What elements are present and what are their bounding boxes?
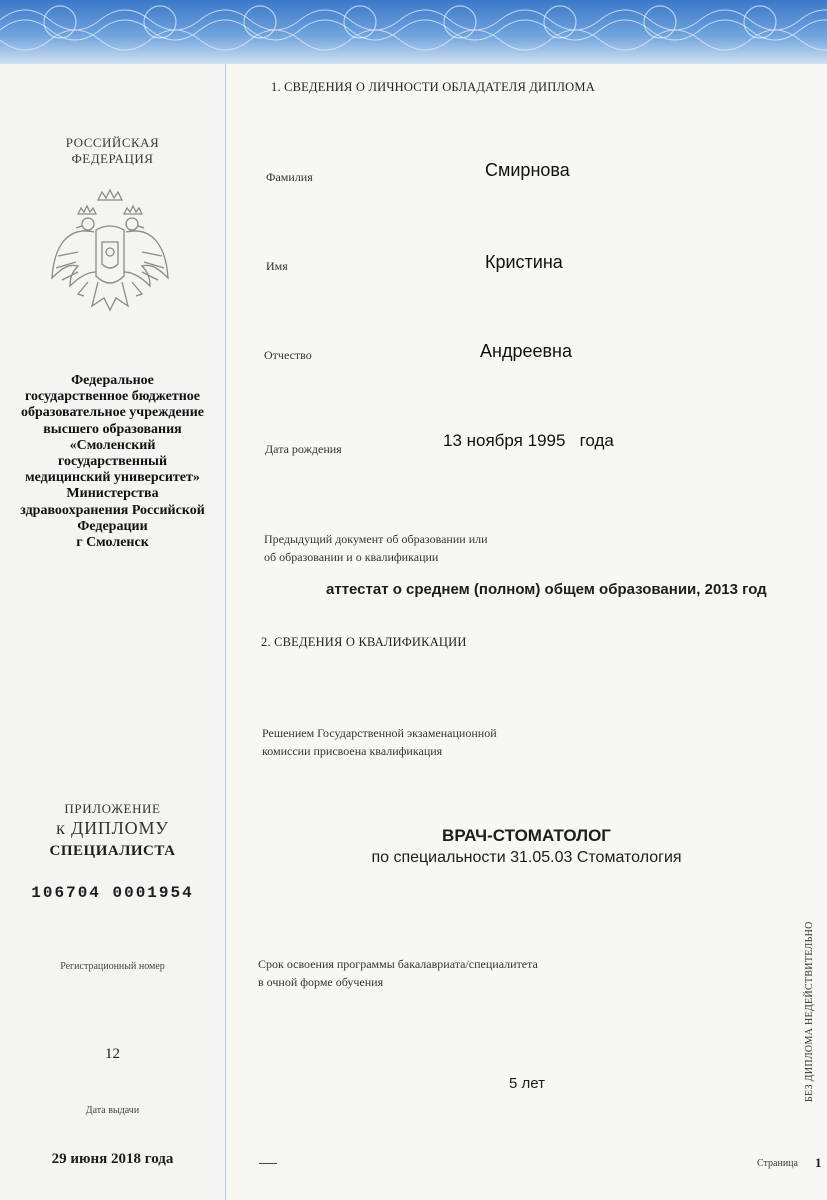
university-line: высшего образования [43,421,182,437]
study-duration-value: 5 лет [509,1075,545,1092]
university-line: Министерства [66,486,159,502]
validity-note: БЕЗ ДИПЛОМА НЕДЕЙСТВИТЕЛЬНО [804,921,815,1102]
university-name [0,373,225,551]
university-line: образовательное учреждение [21,405,204,421]
commission-decision-line-1: Решением Государственной экзаменационной [262,726,497,740]
previous-document-value: аттестат о среднем (полном) общем образовании, 2013 год [326,581,767,598]
surname-value: Смирнова [485,160,570,180]
previous-document-label-line-1: Предыдущий документ об образовании или [264,532,488,546]
guilloche-band [0,0,827,64]
name-label: Имя [266,259,288,273]
qualification-value: ВРАЧ-СТОМАТОЛОГ [442,826,611,845]
university-line: медицинский университет» [25,470,200,486]
patronymic-label: Отчество [264,348,312,362]
page-number: 1 [815,1155,822,1170]
surname-label: Фамилия [266,170,313,184]
section-2-title: 2. СВЕДЕНИЯ О КВАЛИФИКАЦИИ [261,635,467,649]
registration-label: Регистрационный номер [60,961,165,972]
country-title [0,135,225,167]
university-line: государственный [57,454,168,470]
divider-dash [259,1163,277,1164]
study-duration-label-line-2: в очной форме обучения [258,975,384,989]
study-duration-label [258,955,538,991]
column-divider [225,64,226,1200]
name-value: Кристина [485,252,563,272]
university-line: здравоохранения Российской [20,502,205,518]
section-1-title: 1. СВЕДЕНИЯ О ЛИЧНОСТИ ОБЛАДАТЕЛЯ ДИПЛОМА [271,80,595,94]
issue-date-label: Дата выдачи [85,1105,140,1116]
appendix-title-line-3: СПЕЦИАЛИСТА [49,843,176,859]
specialty-value: по специальности 31.05.03 Стоматология [371,849,682,866]
page-label: Страница [757,1158,798,1169]
study-duration-label-line-1: Срок освоения программы бакалавриата/специалитета [258,957,538,971]
country-line-1: РОССИЙСКАЯ [65,135,160,150]
university-line: Федерации [77,518,148,534]
appendix-title-line-1: ПРИЛОЖЕНИЕ [64,801,161,816]
university-line: «Смоленский [69,437,156,453]
patronymic-value: Андреевна [480,341,572,361]
university-line: г Смоленск [76,535,149,551]
previous-document-label-line-2: об образовании и о квалификации [264,550,439,564]
birth-date-value: 13 ноября 1995 года [443,431,614,450]
country-line-2: ФЕДЕРАЦИЯ [71,151,154,166]
university-line: государственное бюджетное [24,389,201,405]
serial-number: 106704 0001954 [31,884,194,902]
issue-date: 29 июня 2018 года [51,1151,174,1167]
coat-of-arms-icon [48,186,172,316]
birth-date-label: Дата рождения [265,442,342,456]
commission-decision-line-2: комиссии присвоена квалификация [262,744,443,758]
previous-document-label [264,530,488,566]
university-line: Федеральное [71,373,154,388]
appendix-title-line-2: к ДИПЛОМУ [56,818,169,838]
registration-number: 12 [105,1046,120,1062]
commission-decision [262,724,497,760]
